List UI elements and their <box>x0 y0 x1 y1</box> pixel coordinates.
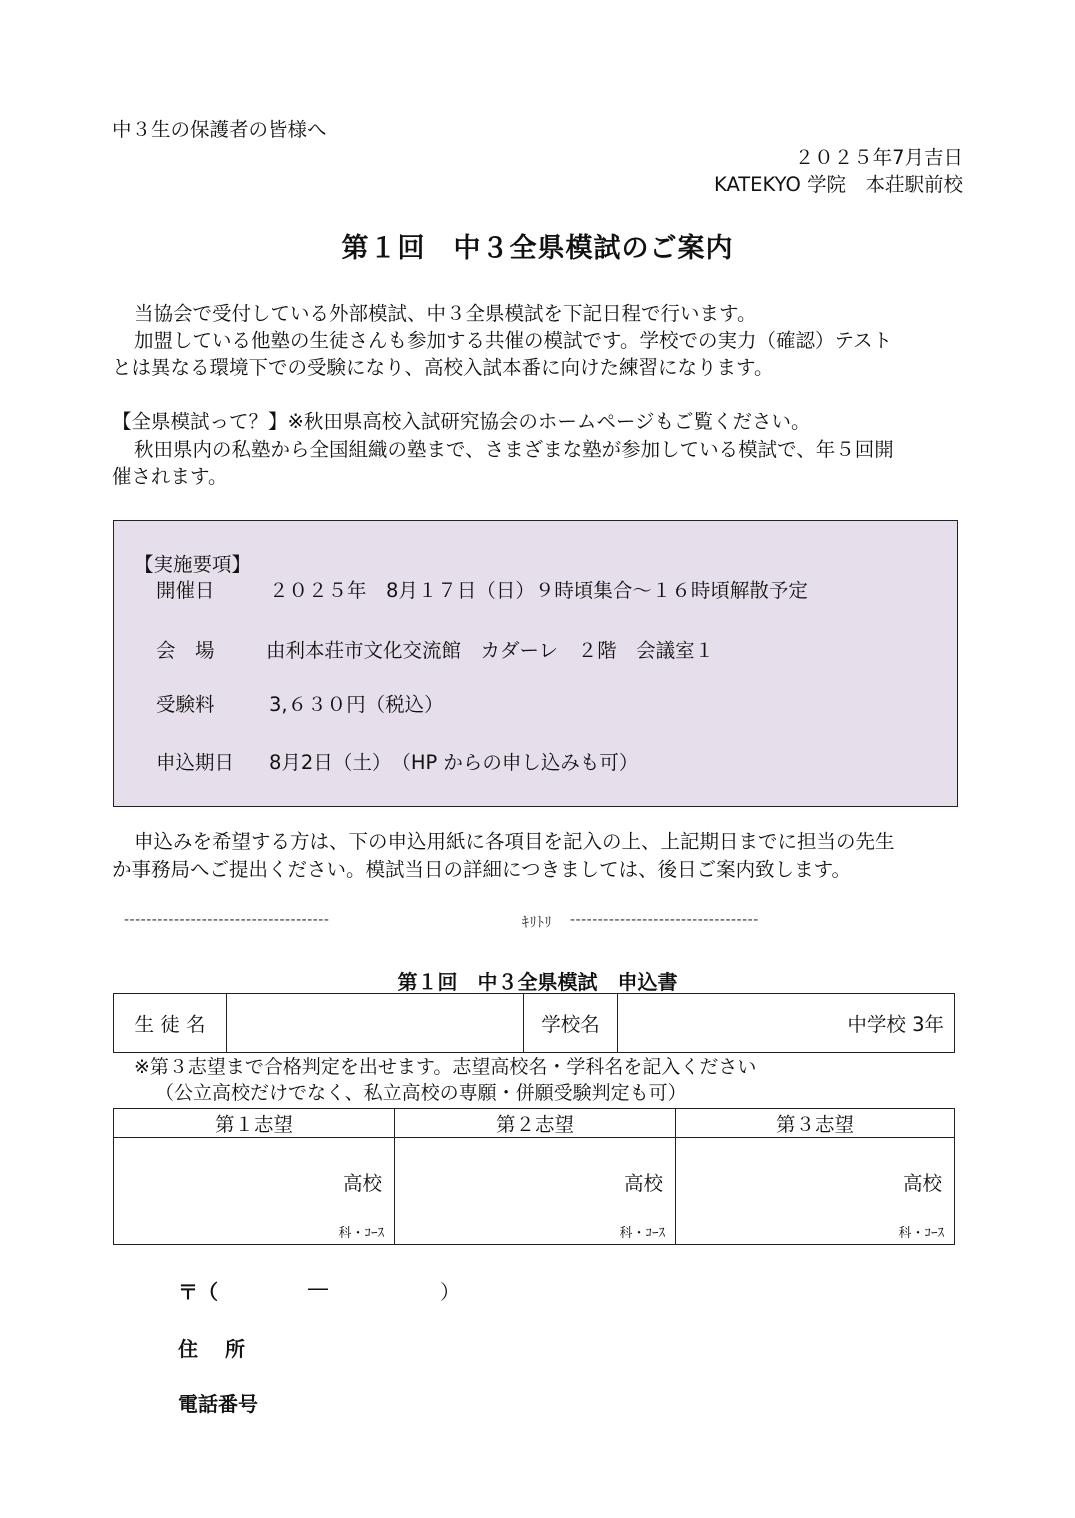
deadline-value: 8月2日（土） （HP からの申し込みも可） <box>269 751 639 774</box>
phone-label: 電話番号 <box>178 1392 258 1416</box>
document-date: ２０２５年7月吉日 <box>794 146 963 169</box>
about-line-1: 秋田県内の私塾から全国組織の塾まで、さまざまな塾が参加している模試で、年５回開 <box>134 438 894 461</box>
choice-1-school: 高校 <box>342 1172 382 1195</box>
school-name-field[interactable] <box>618 994 955 1053</box>
choice-note-2: （公立高校だけでなく、私立高校の専願・併願受験判定も可） <box>155 1082 687 1104</box>
choice-3-school: 高校 <box>902 1172 942 1195</box>
about-line-2: 催されます。 <box>112 465 228 488</box>
venue-value: 由利本荘市文化交流館 カダーレ ２階 会議室１ <box>266 639 715 662</box>
date-value: ２０２５年 8月１７日（日）９時頃集合～１６時頃解散予定 <box>269 579 808 602</box>
choice-1-label: 第１志望 <box>114 1109 395 1138</box>
deadline-label: 申込期日 <box>156 751 235 774</box>
intro-line-1: 当協会で受付している外部模試、中３全県模試を下記日程で行います。 <box>134 302 757 325</box>
fee-value: 3,６３０円（税込） <box>269 693 444 716</box>
student-name-label: 生 徒 名 <box>114 994 227 1053</box>
choice-3-course: 科・ｺｰｽ <box>898 1226 944 1241</box>
details-box <box>113 520 958 807</box>
student-table <box>113 993 955 1053</box>
sender: KATEKYO 学院 本荘駅前校 <box>714 173 963 196</box>
intro-line-3: とは異なる環境下での受験になり、高校入試本番に向けた練習になります。 <box>112 356 774 379</box>
venue-label: 会 場 <box>156 639 215 662</box>
intro-line-2: 加盟している他塾の生徒さんも参加する共催の模試です。学校での実力（確認）テスト <box>134 329 893 352</box>
choice-3-field[interactable] <box>676 1138 955 1245</box>
choice-2-label: 第２志望 <box>395 1109 676 1138</box>
choice-1-course: 科・ｺｰｽ <box>338 1226 384 1241</box>
details-heading: 【実施要項】 <box>134 553 252 576</box>
postal-dash: ― <box>308 1276 328 1300</box>
choices-table <box>113 1108 955 1245</box>
about-heading: 【全県模試って？】※秋田県高校入試研究協会のホームページもご覧ください。 <box>112 410 811 433</box>
instructions-line-2: か事務局へご提出ください。模試当日の詳細につきましては、後日ご案内致します。 <box>112 858 852 881</box>
cutline-right: ---------------------------------- <box>570 912 759 928</box>
choice-2-field[interactable] <box>395 1138 676 1245</box>
date-label: 開催日 <box>156 579 215 602</box>
cutline-left: ------------------------------------- <box>124 912 330 928</box>
choice-note-1: ※第３志望まで合格判定を出せます。志望高校名・学科名を記入ください <box>134 1056 757 1078</box>
student-name-field[interactable] <box>227 994 524 1053</box>
school-suffix: 中学校 3年 <box>847 1013 944 1036</box>
school-name-label: 学校名 <box>524 994 618 1053</box>
page-title: 第１回 中３全県模試のご案内 <box>341 233 734 264</box>
choice-3-label: 第３志望 <box>676 1109 955 1138</box>
postal-close: ） <box>440 1280 460 1304</box>
form-title: 第１回 中３全県模試 申込書 <box>397 970 678 994</box>
choice-2-school: 高校 <box>623 1172 663 1195</box>
instructions-line-1: 申込みを希望する方は、下の申込用紙に各項目を記入の上、上記期日までに担当の先生 <box>134 830 895 853</box>
postal-mark: 〒（ <box>178 1280 218 1304</box>
address-label: 住 所 <box>178 1337 245 1361</box>
cutline-label: ｷﾘﾄﾘ <box>522 915 552 931</box>
choice-2-course: 科・ｺｰｽ <box>619 1226 665 1241</box>
fee-label: 受験料 <box>156 693 215 716</box>
choice-1-field[interactable] <box>114 1138 395 1245</box>
addressee: 中３生の保護者の皆様へ <box>112 118 327 141</box>
